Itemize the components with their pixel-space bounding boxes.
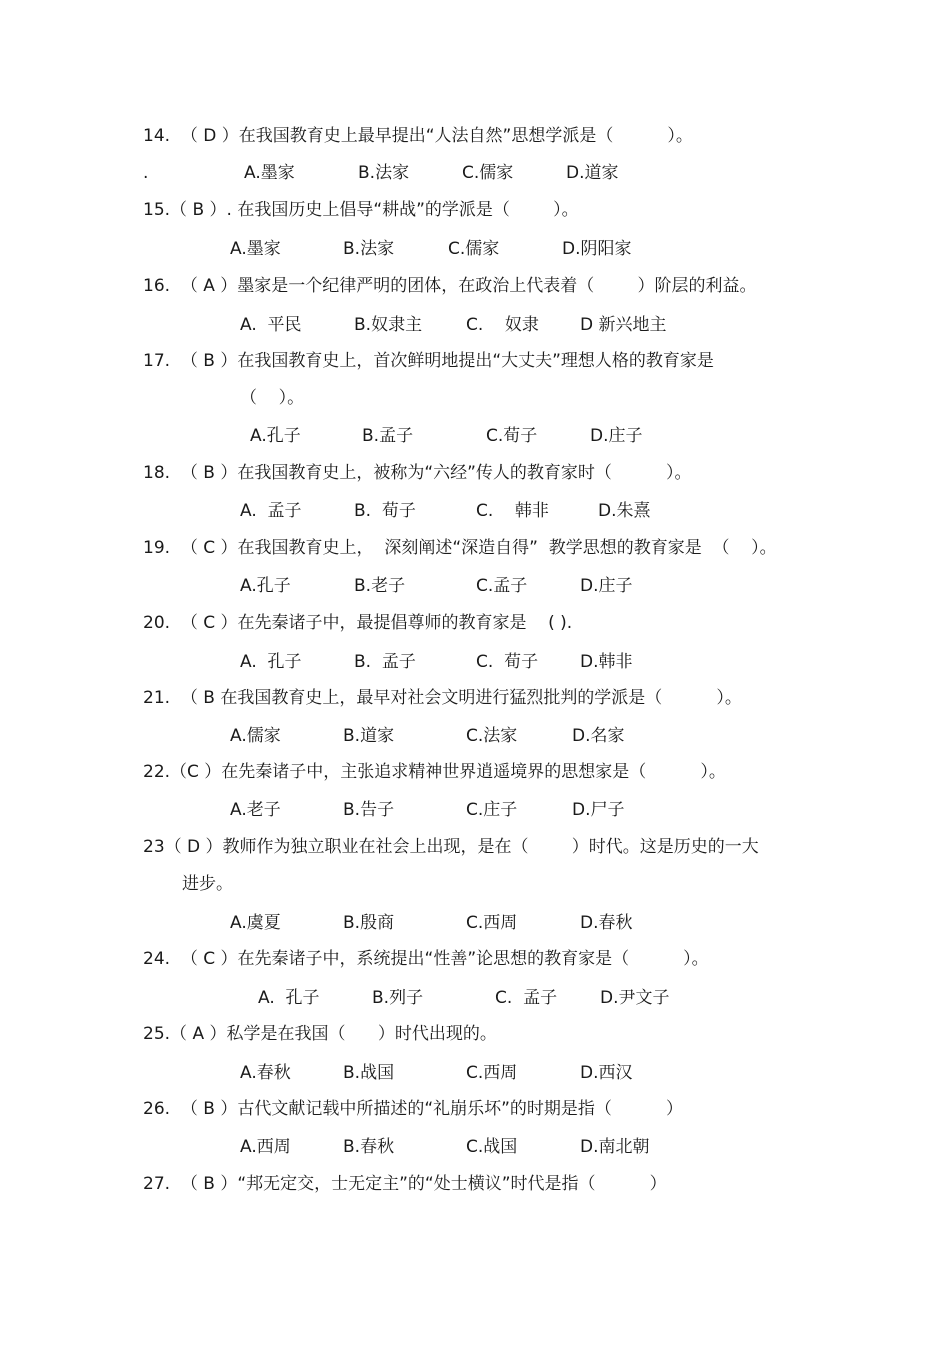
question-21-option-a: A.儒家 [230, 726, 281, 746]
question-24-option-a: A. 孔子 [258, 988, 320, 1008]
question-17-option-c: C.荀子 [486, 426, 538, 446]
question-23-option-d: D.春秋 [580, 913, 633, 933]
question-22-option-d: D.尸子 [572, 800, 625, 820]
question-16-option-b: B.奴隶主 [354, 315, 423, 335]
question-17: 17. （ B ）在我国教育史上，首次鲜明地提出“大丈夫”理想人格的教育家是 [143, 351, 714, 371]
question-15-option-b: B.法家 [343, 239, 395, 259]
question-24-option-b: B.列子 [372, 988, 424, 1008]
question-18-option-d: D.朱熹 [598, 501, 651, 521]
question-16: 16. （ A ）墨家是一个纪律严明的团体，在政治上代表着（ ）阶层的利益。 [143, 276, 757, 296]
question-22: 22.（C ）在先秦诸子中，主张追求精神世界逍遥境界的思想家是（ ）。 [143, 762, 726, 782]
question-27: 27. （ B ）“邦无定交，士无定主”的“处士横议”时代是指（ ） [143, 1174, 667, 1194]
question-15-option-c: C.儒家 [448, 239, 500, 259]
question-22-option-c: C.庄子 [466, 800, 518, 820]
question-20-option-d: D.韩非 [580, 652, 633, 672]
question-18: 18. （ B ）在我国教育史上，被称为“六经”传人的教育家时（ ）。 [143, 463, 692, 483]
question-18-option-c: C. 韩非 [476, 501, 549, 521]
question-16-option-a: A. 平民 [240, 315, 302, 335]
question-14-option-d: D.道家 [566, 163, 619, 183]
question-17-option-b: B.孟子 [362, 426, 414, 446]
question-19-option-a: A.孔子 [240, 576, 291, 596]
question-18-option-b: B. 荀子 [354, 501, 416, 521]
question-25-option-b: B.战国 [343, 1063, 395, 1083]
question-22-option-a: A.老子 [230, 800, 281, 820]
question-25-option-d: D.西汉 [580, 1063, 633, 1083]
question-20-option-a: A. 孔子 [240, 652, 302, 672]
question-21-option-b: B.道家 [343, 726, 395, 746]
question-15: 15.（ B ）. 在我国历史上倡导“耕战”的学派是（ ）。 [143, 200, 579, 220]
question-17-option-d: D.庄子 [590, 426, 643, 446]
question-20-option-b: B. 孟子 [354, 652, 416, 672]
question-21-option-d: D.名家 [572, 726, 625, 746]
question-20: 20. （ C ）在先秦诸子中，最提倡尊师的教育家是 ( ). [143, 613, 573, 633]
question-25-option-c: C.西周 [466, 1063, 518, 1083]
question-14-option-c: C.儒家 [462, 163, 514, 183]
question-21-option-c: C.法家 [466, 726, 518, 746]
question-14-option-a: A.墨家 [244, 163, 295, 183]
question-23-continuation: 进步。 [182, 874, 233, 894]
question-25-option-a: A.春秋 [240, 1063, 291, 1083]
question-26-option-a: A.西周 [240, 1137, 291, 1157]
question-14-lead: . [143, 163, 149, 183]
question-17-option-a: A.孔子 [250, 426, 301, 446]
question-23: 23（ D ）教师作为独立职业在社会上出现，是在（ ）时代。这是历史的一大 [143, 837, 759, 857]
question-19-option-c: C.孟子 [476, 576, 528, 596]
question-23-option-c: C.西周 [466, 913, 518, 933]
question-26: 26. （ B ）古代文献记载中所描述的“礼崩乐坏”的时期是指（ ） [143, 1099, 683, 1119]
question-15-option-d: D.阴阳家 [562, 239, 632, 259]
question-15-option-a: A.墨家 [230, 239, 281, 259]
question-21: 21. （ B 在我国教育史上，最早对社会文明进行猛烈批判的学派是（ ）。 [143, 688, 742, 708]
question-19-option-b: B.老子 [354, 576, 406, 596]
question-14-option-b: B.法家 [358, 163, 410, 183]
question-26-option-c: C.战国 [466, 1137, 518, 1157]
question-23-option-b: B.殷商 [343, 913, 395, 933]
question-17-continuation: （ ）。 [240, 388, 305, 408]
question-19: 19. （ C ）在我国教育史上， 深刻阐述“深造自得” 教学思想的教育家是 （ ）。 [143, 538, 777, 558]
question-19-option-d: D.庄子 [580, 576, 633, 596]
question-25: 25.（ A ）私学是在我国（ ）时代出现的。 [143, 1024, 497, 1044]
question-22-option-b: B.告子 [343, 800, 395, 820]
question-26-option-d: D.南北朝 [580, 1137, 650, 1157]
question-26-option-b: B.春秋 [343, 1137, 395, 1157]
question-16-option-c: C. 奴隶 [466, 315, 539, 335]
question-16-option-d: D 新兴地主 [580, 315, 667, 335]
question-24: 24. （ C ）在先秦诸子中，系统提出“性善”论思想的教育家是（ ）。 [143, 949, 709, 969]
question-18-option-a: A. 孟子 [240, 501, 302, 521]
question-24-option-d: D.尹文子 [600, 988, 670, 1008]
question-20-option-c: C. 荀子 [476, 652, 539, 672]
question-14: 14. （ D ）在我国教育史上最早提出“人法自然”思想学派是（ ）。 [143, 126, 693, 146]
question-23-option-a: A.虞夏 [230, 913, 281, 933]
question-24-option-c: C. 孟子 [495, 988, 558, 1008]
